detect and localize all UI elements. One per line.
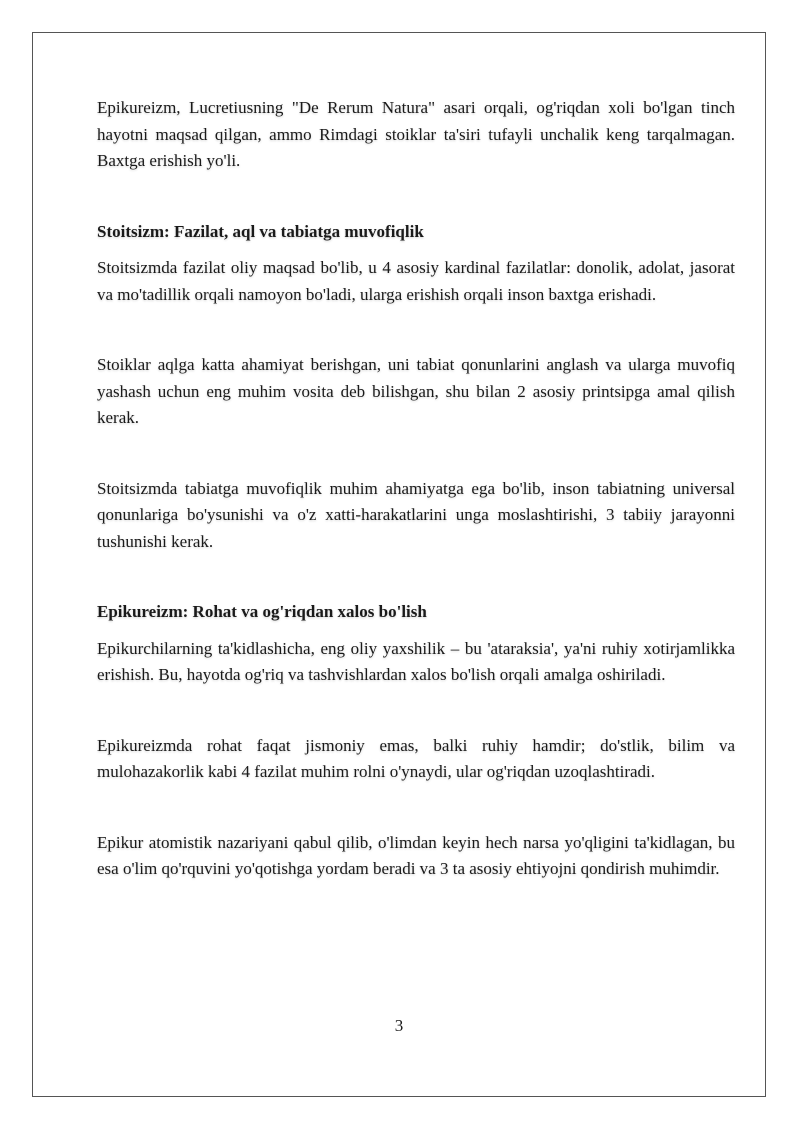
epicureanism-paragraph-3: Epikur atomistik nazariyani qabul qilib, o'limdan keyin hech narsa yo'qligini ta'kidlagan, bu esa o'lim qo'rquvini yo'qotishga yordam beradi va 3 ta asosiy ehtiyojni qondirish muhimdir. [97,832,735,878]
stoicism-paragraph-1: Stoitsizmda fazilat oliy maqsad bo'lib, u 4 asosiy kardinal fazilatlar: donolik, adolat, jasorat va mo'tadillik orqali namoyon bo'ladi, ularga erishish orqali inson baxtga erishadi. [97,258,735,304]
stoicism-paragraph-3: Stoitsizmda tabiatga muvofiqlik muhim ahamiyatga ega bo'lib, inson tabiatning universal qonunlariga bo'ysunishi va o'z xatti-harakatlarini unga moslashtirishi, 3 tabiiy jarayonni tushunishi kerak. [97,478,735,551]
section-heading-epicureanism: Epikureizm: Rohat va og'riqdan xalos bo'lish [97,602,427,621]
epicureanism-paragraph-1: Epikurchilarning ta'kidlashicha, eng oliy yaxshilik – bu 'ataraksia', ya'ni ruhiy xotirjamlikka erishish. Bu, hayotda og'riq va tashvishlardan xalos bo'lish orqali amalga oshiriladi. [97,638,735,684]
intro-paragraph: Epikureizm, Lucretiusning "De Rerum Natura" asari orqali, og'riqdan xoli bo'lgan tinch hayotni maqsad qilgan, ammo Rimdagi stoiklar ta'siri tufayli unchalik keng tarqalmagan. Baxtga erishish yo'li. [97,98,735,170]
epicureanism-paragraph-2: Epikureizmda rohat faqat jismoniy emas, balki ruhiy hamdir; do'stlik, bilim va mulohazakorlik kabi 4 fazilat muhim rolni o'ynaydi, ular og'riqdan uzoqlashtiradi. [97,735,735,781]
page-content [97,95,735,883]
page-number: 3 [394,1016,404,1035]
stoicism-paragraph-2: Stoiklar aqlga katta ahamiyat berishgan, uni tabiat qonunlarini anglash va ularga muvofiq yashash uchun eng muhim vosita deb bilishgan, shu bilan 2 asosiy printsipga amal qilish kerak. [97,355,735,427]
section-heading-stoicism: Stoitsizm: Fazilat, aql va tabiatga muvofiqlik [97,221,424,241]
document-page [32,32,766,1097]
